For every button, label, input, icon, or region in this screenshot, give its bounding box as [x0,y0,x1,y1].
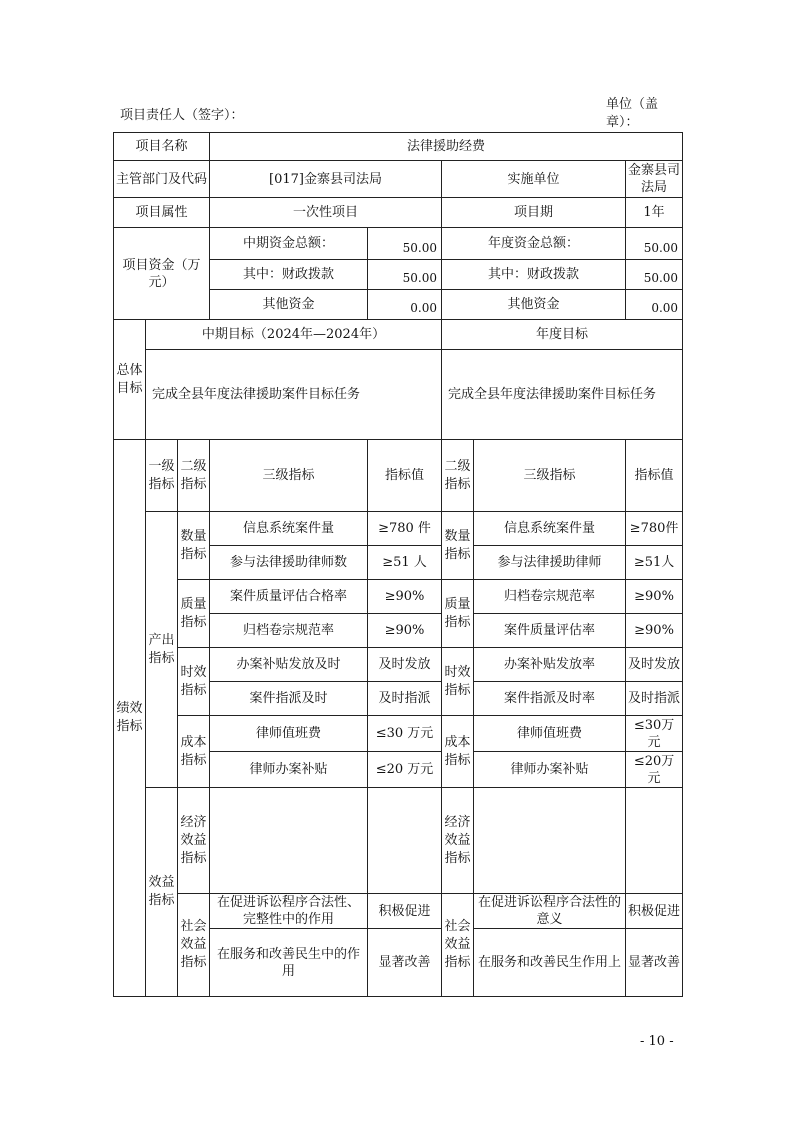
cost-indicator-label-year: 成本指标 [442,716,474,788]
mid-goal-text: 完成全县年度法律援助案件目标任务 [146,350,442,440]
mid-fin-value: 50.00 [368,260,442,290]
mid-value-cell: ≥90% [368,614,442,648]
year-value-cell: ≥90% [626,580,683,614]
year-goal-header: 年度目标 [442,320,683,350]
impl-unit-value: 金寨县司法局 [626,161,683,198]
year-fin-value: 50.00 [626,260,683,290]
economic-indicator-label-year: 经济效益指标 [442,788,474,894]
mid-level3-cell: 在服务和改善民生中的作用 [210,929,368,997]
timeliness-indicator-label-year: 时效指标 [442,648,474,716]
year-total-value: 50.00 [626,228,683,260]
mid-level3-cell: 律师办案补贴 [210,752,368,788]
year-goal-text: 完成全县年度法律援助案件目标任务 [442,350,683,440]
mid-other-label: 其他资金 [210,290,368,320]
unit-seal-label: 单位（盖章）： [606,97,659,130]
year-level3-cell: 案件质量评估率 [474,614,626,648]
mid-level3-cell: 参与法律援助律师数 [210,546,368,580]
year-value-cell: ≥51人 [626,546,683,580]
year-level3-cell: 在服务和改善民生作用上 [474,929,626,997]
output-indicator-label: 产出指标 [146,512,178,788]
responsible-signature-label: 项目责任人（签字）： [120,108,244,123]
cost-indicator-label: 成本指标 [178,716,210,788]
mid-level3-cell: 案件指派及时 [210,682,368,716]
mid-value-cell: ≥780 件 [368,512,442,546]
quantity-indicator-label: 数量指标 [178,512,210,580]
year-level3-cell: 信息系统案件量 [474,512,626,546]
year-value-cell: ≥90% [626,614,683,648]
year-value-cell: 及时指派 [626,682,683,716]
mid-value-cell: 积极促进 [368,894,442,929]
quality-indicator-label: 质量指标 [178,580,210,648]
project-name-value: 法律援助经费 [210,133,683,161]
mid-value-cell: ≥90% [368,580,442,614]
funds-label: 项目资金（万元） [114,228,210,320]
mid-value-cell: ≤30 万元 [368,716,442,752]
quality-indicator-label-year: 质量指标 [442,580,474,648]
mid-total-label: 中期资金总额： [210,228,368,260]
mid-fin-label: 其中：财政拨款 [210,260,368,290]
mid-other-value: 0.00 [368,290,442,320]
mid-level3-cell: 信息系统案件量 [210,512,368,546]
mid-level3-cell: 在促进诉讼程序合法性、完整性中的作用 [210,894,368,929]
project-name-label: 项目名称 [114,133,210,161]
year-level3-cell: 办案补贴发放率 [474,648,626,682]
social-indicator-label-year: 社会效益指标 [442,894,474,997]
year-other-label: 其他资金 [442,290,626,320]
overall-goal-label: 总体目标 [114,320,146,440]
economic-indicator-label: 经济效益指标 [178,788,210,894]
quantity-indicator-label-year: 数量指标 [442,512,474,580]
mid-value-empty [368,788,442,894]
year-value-cell: ≥780件 [626,512,683,546]
level3-header-year: 三级指标 [474,440,626,512]
project-attr-value: 一次性项目 [210,198,442,228]
year-fin-label: 其中：财政拨款 [442,260,626,290]
value-header-year: 指标值 [626,440,683,512]
year-level3-cell: 律师值班费 [474,716,626,752]
year-value-cell: 及时发放 [626,648,683,682]
level1-header: 一级指标 [146,440,178,512]
perf-indicator-label: 绩效指标 [114,440,146,997]
mid-value-cell: 及时指派 [368,682,442,716]
page-number: - 10 - [640,1034,674,1049]
year-level3-cell: 案件指派及时率 [474,682,626,716]
year-level3-cell: 在促进诉讼程序合法性的意义 [474,894,626,929]
year-value-cell: 显著改善 [626,929,683,997]
mid-value-cell: ≥51 人 [368,546,442,580]
year-value-cell: ≤30万元 [626,716,683,752]
year-level3-cell: 参与法律援助律师 [474,546,626,580]
benefit-indicator-label: 效益指标 [146,788,178,997]
mid-level3-empty [210,788,368,894]
year-level3-cell: 归档卷宗规范率 [474,580,626,614]
social-indicator-label: 社会效益指标 [178,894,210,997]
year-total-label: 年度资金总额： [442,228,626,260]
dept-label: 主管部门及代码 [114,161,210,198]
project-period-value: 1年 [626,198,683,228]
mid-level3-cell: 律师值班费 [210,716,368,752]
year-value-empty [626,788,683,894]
mid-goal-header: 中期目标（2024年—2024年） [146,320,442,350]
mid-value-cell: 显著改善 [368,929,442,997]
level2-header-year: 二级指标 [442,440,474,512]
mid-value-cell: ≤20 万元 [368,752,442,788]
year-value-cell: 积极促进 [626,894,683,929]
dept-value: [017]金寨县司法局 [210,161,442,198]
impl-unit-label: 实施单位 [442,161,626,198]
year-value-cell: ≤20万元 [626,752,683,788]
level2-header: 二级指标 [178,440,210,512]
performance-goal-table [113,132,683,997]
mid-total-value: 50.00 [368,228,442,260]
year-level3-cell: 律师办案补贴 [474,752,626,788]
mid-level3-cell: 案件质量评估合格率 [210,580,368,614]
level3-header: 三级指标 [210,440,368,512]
project-attr-label: 项目属性 [114,198,210,228]
value-header: 指标值 [368,440,442,512]
mid-level3-cell: 办案补贴发放及时 [210,648,368,682]
project-period-label: 项目期 [442,198,626,228]
timeliness-indicator-label: 时效指标 [178,648,210,716]
mid-level3-cell: 归档卷宗规范率 [210,614,368,648]
year-other-value: 0.00 [626,290,683,320]
year-level3-empty [474,788,626,894]
mid-value-cell: 及时发放 [368,648,442,682]
